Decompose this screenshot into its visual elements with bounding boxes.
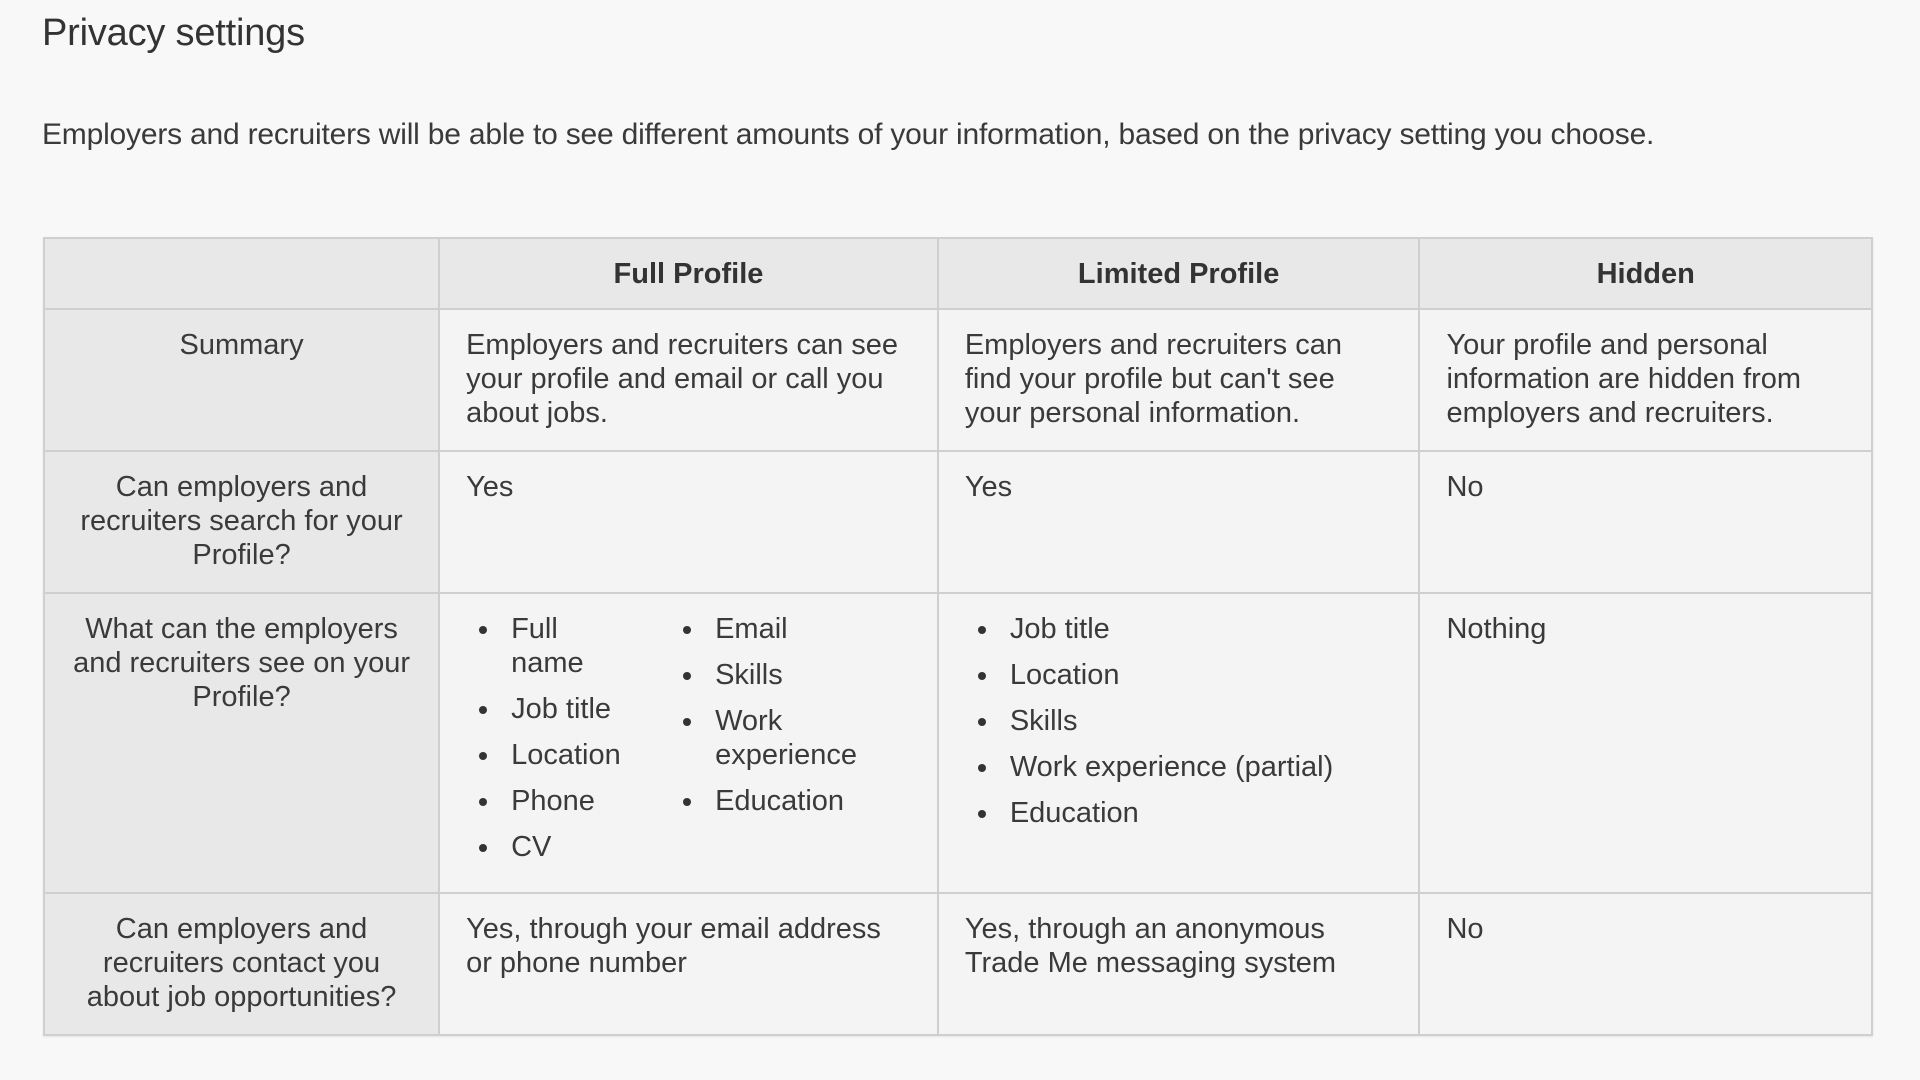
bullet-icon (978, 764, 986, 772)
bullet-icon (479, 706, 487, 714)
cell-full-profile: Yes (439, 451, 938, 593)
bullet-icon (978, 672, 986, 680)
header-limited-profile: Limited Profile (938, 238, 1420, 309)
cell-hidden: No (1419, 893, 1872, 1035)
cell-limited-profile: Employers and recruiters can find your profile but can't see your personal information. (938, 309, 1420, 451)
list-item: Work experience (partial) (965, 750, 1393, 784)
bullet-icon (683, 718, 691, 726)
list-item: Full name (466, 612, 660, 680)
list-item: Skills (670, 658, 870, 692)
limited-profile-list (965, 612, 1393, 830)
intro-text: Employers and recruiters will be able to see different amounts of your information, based on the privacy setting you choose. (42, 118, 1655, 151)
header-hidden: Hidden (1419, 238, 1872, 309)
page-title: Privacy settings (42, 12, 305, 54)
cell-limited-profile: Yes, through an anonymous Trade Me messaging system (938, 893, 1420, 1035)
bullet-icon (479, 798, 487, 806)
header-empty (44, 238, 439, 309)
list-item: Phone (466, 784, 660, 818)
list-item: Work experience (670, 704, 870, 772)
full-profile-list-left (466, 612, 660, 876)
row-label: Summary (44, 309, 439, 451)
list-item: Job title (965, 612, 1393, 646)
bullet-icon (683, 626, 691, 634)
cell-limited-profile (938, 593, 1420, 893)
bullet-icon (978, 718, 986, 726)
cell-full-profile (439, 593, 938, 893)
header-full-profile: Full Profile (439, 238, 938, 309)
row-label: What can the employers and recruiters see on your Profile? (44, 593, 439, 893)
list-item: Skills (965, 704, 1393, 738)
list-item: Location (466, 738, 660, 772)
cell-hidden: Nothing (1419, 593, 1872, 893)
cell-full-profile: Yes, through your email address or phone number (439, 893, 938, 1035)
bullet-icon (479, 752, 487, 760)
list-item: Job title (466, 692, 660, 726)
table-row-summary (44, 309, 1872, 451)
cell-hidden: Your profile and personal information are hidden from employers and recruiters. (1419, 309, 1872, 451)
table-row-search (44, 451, 1872, 593)
cell-full-profile: Employers and recruiters can see your profile and email or call you about jobs. (439, 309, 938, 451)
list-item: Email (670, 612, 870, 646)
row-label: Can employers and recruiters contact you about job opportunities? (44, 893, 439, 1035)
cell-hidden: No (1419, 451, 1872, 593)
table-header-row (44, 238, 1872, 309)
bullet-icon (683, 672, 691, 680)
list-item: CV (466, 830, 660, 864)
privacy-comparison-table (43, 237, 1873, 1036)
row-label: Can employers and recruiters search for your Profile? (44, 451, 439, 593)
bullet-icon (978, 626, 986, 634)
full-profile-list-right (670, 612, 870, 876)
table-row-visible-info (44, 593, 1872, 893)
list-item: Location (965, 658, 1393, 692)
bullet-icon (683, 798, 691, 806)
list-item: Education (670, 784, 870, 818)
bullet-icon (978, 810, 986, 818)
bullet-icon (479, 626, 487, 634)
list-item: Education (965, 796, 1393, 830)
bullet-icon (479, 844, 487, 852)
cell-limited-profile: Yes (938, 451, 1420, 593)
table-row-contact (44, 893, 1872, 1035)
